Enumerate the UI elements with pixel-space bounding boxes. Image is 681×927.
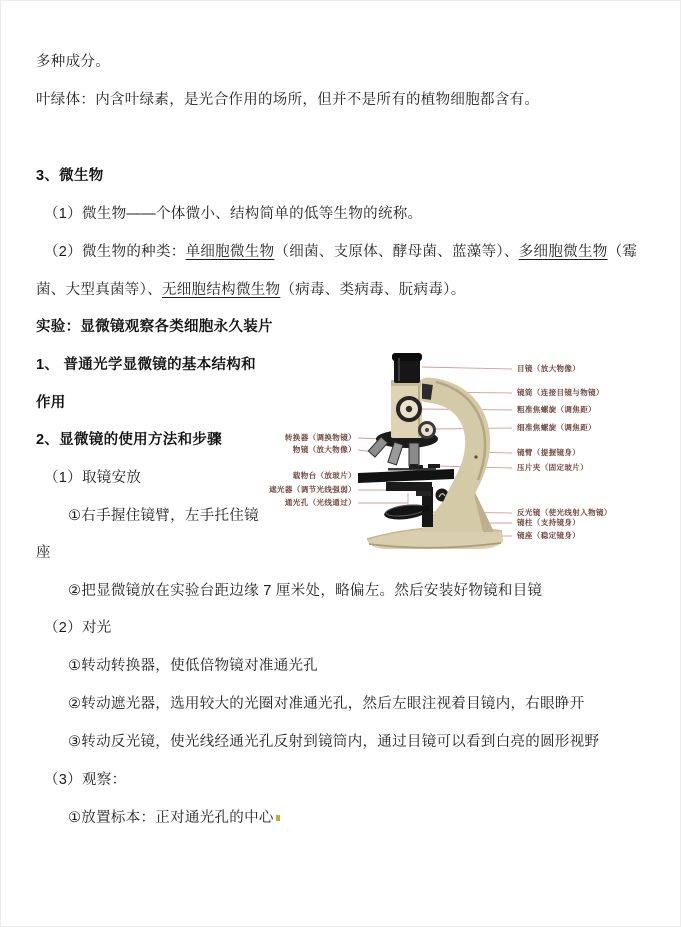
- label-diaphragm: 遮光器（调节光线强弱）: [269, 485, 356, 494]
- step-hold-line2: 座: [36, 545, 51, 561]
- arm-screw: [474, 455, 477, 458]
- paragraph-micro-def: （1）微生物——个体微小、结构简单的低等生物的统称。: [44, 206, 423, 222]
- heading-structure-line1: 1、 普通光学显微镜的基本结构和: [36, 357, 256, 373]
- step-hold-line1: ①右手握住镜臂，左手托住镜: [68, 508, 259, 524]
- step-align-light: （2）对光: [44, 620, 112, 636]
- label-coarse-focus: 粗准焦螺旋（调焦距）: [517, 405, 596, 414]
- step-diaphragm: ②转动遮光器，选用较大的光圈对准通光孔，然后左眼注视着目镜内，右眼睁开: [68, 696, 585, 712]
- multicellular-examples: （霉菌、大型真菌等）、: [36, 244, 638, 298]
- label-stage-clip: 压片夹（固定玻片）: [517, 463, 589, 472]
- cursor-mark: [276, 815, 280, 821]
- step-specimen: [68, 808, 280, 828]
- label-pillar: 镜柱（支持镜身）: [517, 518, 581, 527]
- fine-focus-knob: [420, 423, 435, 438]
- coarse-focus-knob: [398, 398, 420, 420]
- unicellular-term: 单细胞微生物: [185, 244, 275, 260]
- unicellular-examples: （细菌、支原体、酵母菌、蓝藻等）、: [274, 244, 519, 260]
- stage-clip: [428, 464, 440, 468]
- eyepiece: [392, 353, 422, 383]
- label-objective: 物镜（放大物像）: [292, 445, 356, 454]
- label-eyepiece: 目镜（放大物像）: [517, 364, 581, 373]
- diaphragm: [386, 482, 432, 491]
- step-rotate-nosepiece: ①转动转换器，使低倍物镜对准通光孔: [68, 658, 319, 674]
- acellular-examples: （病毒、类病毒、朊病毒）。: [280, 282, 466, 298]
- heading-experiment: 实验：显微镜观察各类细胞永久装片: [36, 319, 273, 335]
- heading-structure-line2: 作用: [36, 395, 66, 411]
- label-light-hole: 通光孔（光线通过）: [284, 498, 356, 507]
- step-observe: （3）观察：: [44, 772, 127, 788]
- label-mirror: 反光镜（使光线射入物镜）: [517, 508, 612, 517]
- paragraph-chloroplast: 叶绿体：内含叶绿素，是光合作用的场所，但并不是所有的植物细胞都含有。: [36, 92, 540, 108]
- multicellular-term: 多细胞微生物: [518, 244, 608, 260]
- microscope-illustration: [270, 340, 681, 580]
- label-nosepiece: 转换器（调换物镜）: [284, 433, 356, 442]
- step-specimen-text: ①放置标本：正对通光孔的中心: [68, 810, 274, 826]
- heading-usage-steps: 2、显微镜的使用方法和步骤: [36, 432, 222, 448]
- label-fine-focus: 细准焦螺旋（调焦距）: [517, 423, 596, 432]
- label-arm: 镜臂（提握镜身）: [517, 448, 581, 457]
- acellular-term: 无细胞结构微生物: [161, 282, 281, 298]
- micro-types-lead: （2）微生物的种类：: [44, 244, 186, 260]
- step-take-place: （1）取镜安放: [44, 470, 142, 486]
- label-base: 镜座（稳定镜身）: [517, 531, 581, 540]
- label-stage: 载物台（放玻片）: [292, 471, 356, 480]
- paragraph-composition: 多种成分。: [36, 54, 110, 70]
- heading-microorganism: 3、微生物: [36, 168, 104, 184]
- step-place-bench: ②把显微镜放在实验台距边缘 7 厘米处，略偏左。然后安装好物镜和目镜: [68, 583, 543, 599]
- step-mirror: ③转动反光镜，使光线经通光孔反射到镜筒内，通过目镜可以看到白亮的圆形视野: [68, 734, 600, 750]
- paragraph-micro-types: [36, 233, 651, 309]
- label-body-tube: 镜筒（连接目镜与物镜）: [517, 388, 604, 397]
- microscope-figure: [270, 340, 681, 580]
